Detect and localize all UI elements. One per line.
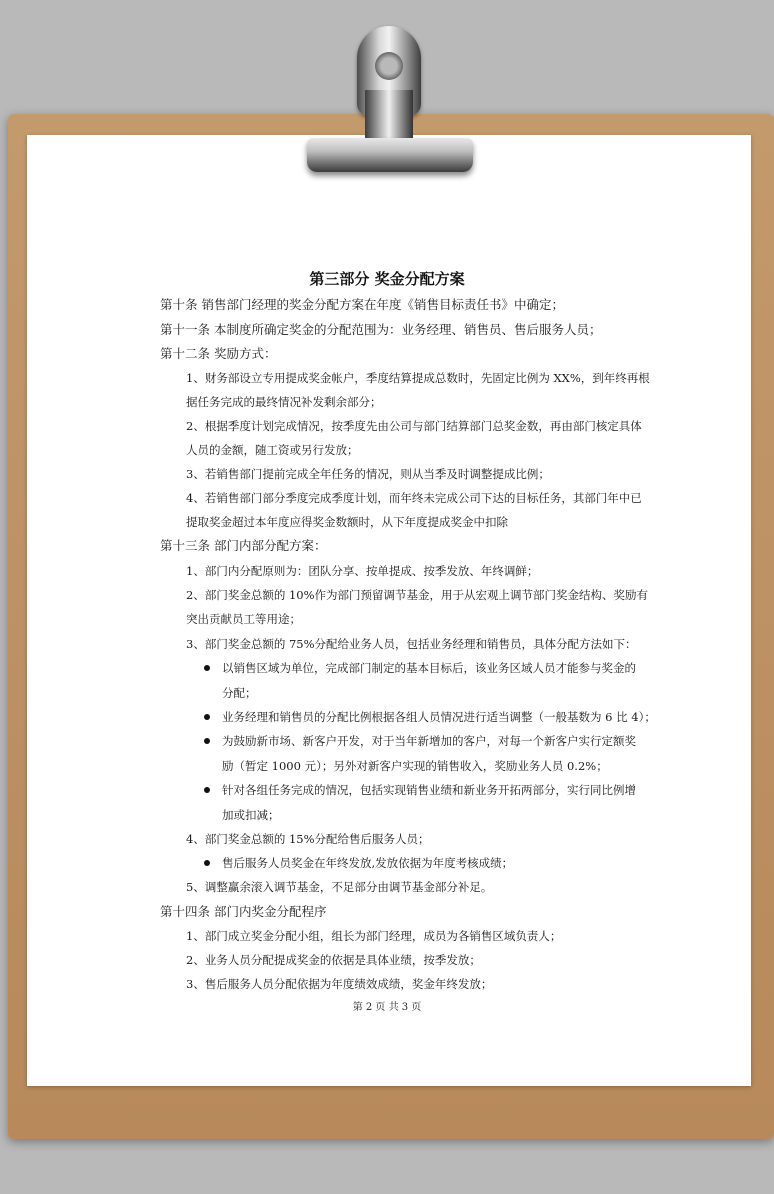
paragraph-line: 提取奖金超过本年度应得奖金数额时，从下年度提成奖金中扣除 bbox=[186, 515, 508, 529]
paragraph-line: 2、根据季度计划完成情况，按季度先由公司与部门结算部门总奖金数，再由部门核定具体 bbox=[186, 419, 642, 433]
bullet-icon bbox=[204, 738, 210, 744]
paragraph-line: 1、财务部设立专用提成奖金帐户，季度结算提成总数时，先固定比例为 XX%，到年终再根 bbox=[186, 371, 650, 385]
bullet-line: 励（暂定 1000 元）；另外对新客户实现的销售收入，奖励业务人员 0.2%； bbox=[222, 759, 608, 773]
article-12-heading: 第十二条 奖励方式： bbox=[160, 346, 277, 361]
bullet-icon bbox=[204, 665, 210, 671]
paragraph-line: 5、调整赢余滚入调节基金，不足部分由调节基金部分补足。 bbox=[186, 880, 493, 894]
paragraph-line: 2、业务人员分配提成奖金的依据是具体业绩，按季发放； bbox=[186, 953, 481, 967]
section-title: 第三部分 奖金分配方案 bbox=[309, 270, 465, 288]
binder-clip-hole bbox=[375, 52, 403, 80]
paragraph-line: 据任务完成的最终情况补发剩余部分； bbox=[186, 395, 382, 409]
paragraph-line: 1、部门内分配原则为：团队分享、按单提成、按季发放、年终调鲜； bbox=[186, 564, 539, 578]
page-number: 第 2 页 共 3 页 bbox=[352, 1002, 422, 1013]
paragraph-line: 3、若销售部门提前完成全年任务的情况，则从当季及时调整提成比例； bbox=[186, 467, 550, 481]
bullet-line: 加或扣减； bbox=[222, 808, 280, 822]
bullet-line: 业务经理和销售员的分配比例根据各组人员情况进行适当调整（一般基数为 6 比 4）； bbox=[222, 710, 656, 724]
bullet-icon bbox=[204, 714, 210, 720]
paragraph-line: 突出贡献员工等用途； bbox=[186, 612, 301, 626]
article-10: 第十条 销售部门经理的奖金分配方案在年度《销售目标责任书》中确定； bbox=[160, 297, 564, 312]
bullet-line: 分配； bbox=[222, 686, 257, 700]
bullet-line: 针对各组任务完成的情况，包括实现销售业绩和新业务开拓两部分，实行同比例增 bbox=[222, 783, 636, 797]
bullet-line: 以销售区域为单位，完成部门制定的基本目标后，该业务区域人员才能参与奖金的 bbox=[222, 661, 636, 675]
paragraph-line: 4、部门奖金总额的 15%分配给售后服务人员； bbox=[186, 832, 430, 846]
article-13-heading: 第十三条 部门内部分配方案： bbox=[160, 538, 327, 553]
bullet-icon bbox=[204, 787, 210, 793]
paragraph-line: 1、部门成立奖金分配小组，组长为部门经理，成员为各销售区域负责人； bbox=[186, 929, 562, 943]
bullet-line: 售后服务人员奖金在年终发放,发放依据为年度考核成绩； bbox=[222, 856, 514, 870]
paragraph-line: 2、部门奖金总额的 10%作为部门预留调节基金，用于从宏观上调节部门奖金结构、奖励有 bbox=[186, 588, 649, 602]
bullet-icon bbox=[204, 860, 210, 866]
paragraph-line: 4、若销售部门部分季度完成季度计划，而年终未完成公司下达的目标任务，其部门年中已 bbox=[186, 491, 642, 505]
paragraph-line: 人员的金额，随工资或另行发放； bbox=[186, 443, 359, 457]
binder-clip-bar bbox=[307, 138, 473, 172]
bullet-line: 为鼓励新市场、新客户开发，对于当年新增加的客户，对每一个新客户实行定额奖 bbox=[222, 734, 636, 748]
article-14-heading: 第十四条 部门内奖金分配程序 bbox=[160, 904, 327, 919]
binder-clip-neck bbox=[365, 90, 413, 140]
paragraph-line: 3、售后服务人员分配依据为年度绩效成绩，奖金年终发放； bbox=[186, 977, 493, 991]
paragraph-line: 3、部门奖金总额的 75%分配给业务人员，包括业务经理和销售员，具体分配方法如下： bbox=[186, 637, 637, 651]
article-11: 第十一条 本制度所确定奖金的分配范围为：业务经理、销售员、售后服务人员； bbox=[160, 322, 602, 337]
